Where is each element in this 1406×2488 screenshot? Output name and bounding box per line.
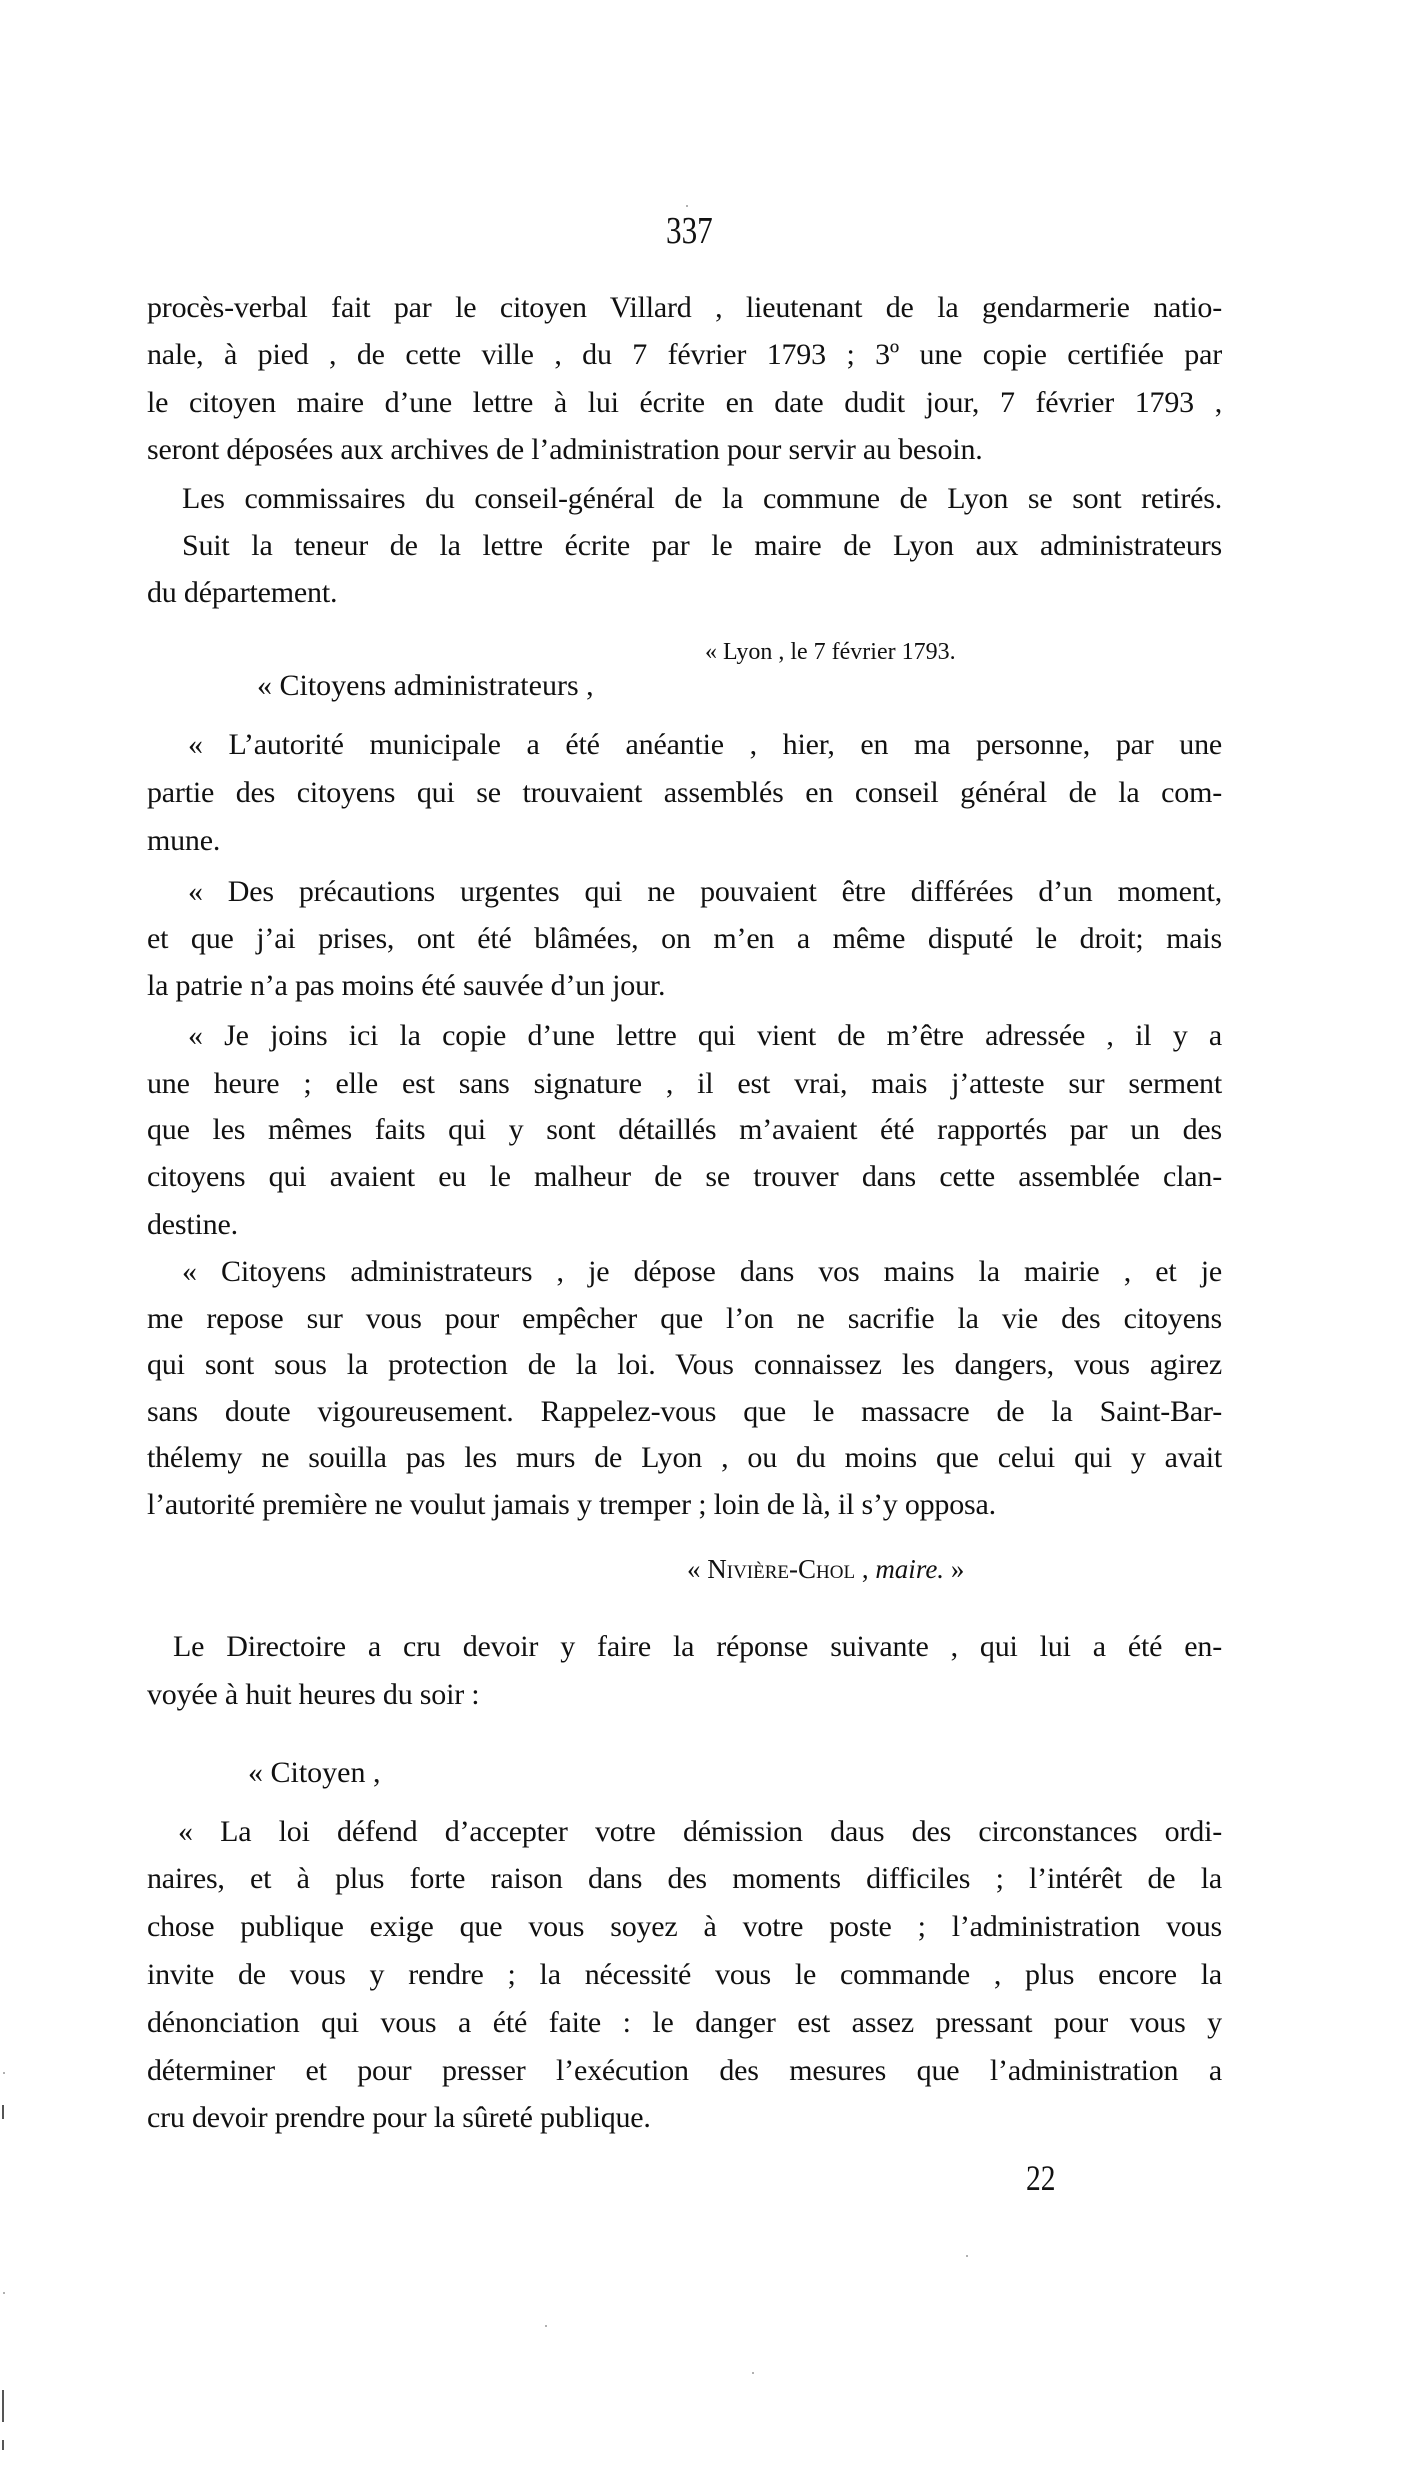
- scan-artifact: [2, 2440, 4, 2450]
- text-line: mune.: [147, 824, 221, 857]
- text-line: que les mêmes faits qui y sont détaillés m’avaient été rapportés par un des: [147, 1113, 1222, 1146]
- text-line: voyée à huit heures du soir :: [147, 1678, 480, 1711]
- signature-close-quote: »: [944, 1554, 965, 1584]
- scan-artifact: [2, 2390, 4, 2422]
- text-line: cru devoir prendre pour la sûreté publique.: [147, 2101, 651, 2134]
- text-line: déterminer et pour presser l’exécution des mesures que l’administration a: [147, 2054, 1222, 2087]
- text-line: « Des précautions urgentes qui ne pouvaient être différées d’un moment,: [188, 875, 1222, 908]
- text-line: seront déposées aux archives de l’administration pour servir au besoin.: [147, 433, 983, 466]
- text-line: sans doute vigoureusement. Rappelez-vous que le massacre de la Saint-Bar-: [147, 1395, 1222, 1428]
- text-line: Le Directoire a cru devoir y faire la réponse suivante , qui lui a été en-: [173, 1630, 1222, 1663]
- text-line: « La loi défend d’accepter votre démission daus des circonstances ordi-: [178, 1815, 1222, 1848]
- scan-artifact: [3, 2072, 5, 2074]
- text-line: qui sont sous la protection de la loi. Vous connaissez les dangers, vous agirez: [147, 1348, 1222, 1381]
- scan-artifact: [2, 2105, 4, 2119]
- signature-separator: ,: [855, 1554, 876, 1584]
- text-line: « Je joins ici la copie d’une lettre qui vient de m’être adressée , il y a: [188, 1019, 1222, 1052]
- text-line: une heure ; elle est sans signature , il est vrai, mais j’atteste sur serment: [147, 1067, 1222, 1100]
- text-line: naires, et à plus forte raison dans des moments difficiles ; l’intérêt de la: [147, 1862, 1222, 1895]
- text-line: citoyens qui avaient eu le malheur de se trouver dans cette assemblée clan-: [147, 1160, 1222, 1193]
- signature-name: Nivière-Chol: [707, 1554, 856, 1584]
- text-line: l’autorité première ne voulut jamais y tremper ; loin de là, il s’y opposa.: [147, 1488, 996, 1521]
- text-line: chose publique exige que vous soyez à votre poste ; l’administration vous: [147, 1910, 1222, 1943]
- text-line: invite de vous y rendre ; la nécessité vous le commande , plus encore la: [147, 1958, 1222, 1991]
- text-line: et que j’ai prises, ont été blâmées, on m’en a même disputé le droit; mais: [147, 922, 1222, 955]
- text-line: nale, à pied , de cette ville , du 7 février 1793 ; 3º une copie certifiée par: [147, 338, 1222, 371]
- page-number: 337: [666, 210, 713, 252]
- text-line: me repose sur vous pour empêcher que l’on ne sacrifie la vie des citoyens: [147, 1302, 1222, 1335]
- letter-date: « Lyon , le 7 février 1793.: [705, 639, 956, 665]
- signature-mark: 22: [1026, 2158, 1056, 2198]
- text-line: Suit la teneur de la lettre écrite par le maire de Lyon aux administrateurs: [182, 529, 1222, 562]
- text-line: destine.: [147, 1208, 238, 1241]
- scan-artifact: [686, 205, 688, 207]
- text-line: la patrie n’a pas moins été sauvée d’un jour.: [147, 969, 666, 1002]
- letter-salutation: « Citoyens administrateurs ,: [257, 669, 594, 702]
- text-line: le citoyen maire d’une lettre à lui écrite en date dudit jour, 7 février 1793 ,: [147, 386, 1222, 419]
- text-line: « L’autorité municipale a été anéantie , hier, en ma personne, par une: [188, 728, 1222, 761]
- signature-open-quote: «: [687, 1554, 708, 1584]
- reply-salutation: « Citoyen ,: [248, 1756, 381, 1789]
- text-line: partie des citoyens qui se trouvaient assemblés en conseil général de la com-: [147, 776, 1222, 809]
- scan-artifact: [3, 2292, 5, 2294]
- text-line: dénonciation qui vous a été faite : le danger est assez pressant pour vous y: [147, 2006, 1222, 2039]
- scan-artifact: [545, 2325, 547, 2327]
- letter-signature: [687, 1552, 964, 1586]
- text-line: « Citoyens administrateurs , je dépose dans vos mains la mairie , et je: [182, 1255, 1222, 1288]
- text-line: procès-verbal fait par le citoyen Villard , lieutenant de la gendarmerie natio-: [147, 291, 1222, 324]
- signature-title: maire.: [875, 1554, 945, 1584]
- text-line: Les commissaires du conseil-général de la commune de Lyon se sont retirés.: [182, 482, 1222, 515]
- scan-artifact: [752, 2372, 754, 2374]
- text-line: thélemy ne souilla pas les murs de Lyon , ou du moins que celui qui y avait: [147, 1441, 1222, 1474]
- scan-artifact: [966, 2255, 968, 2257]
- text-line: du département.: [147, 576, 338, 609]
